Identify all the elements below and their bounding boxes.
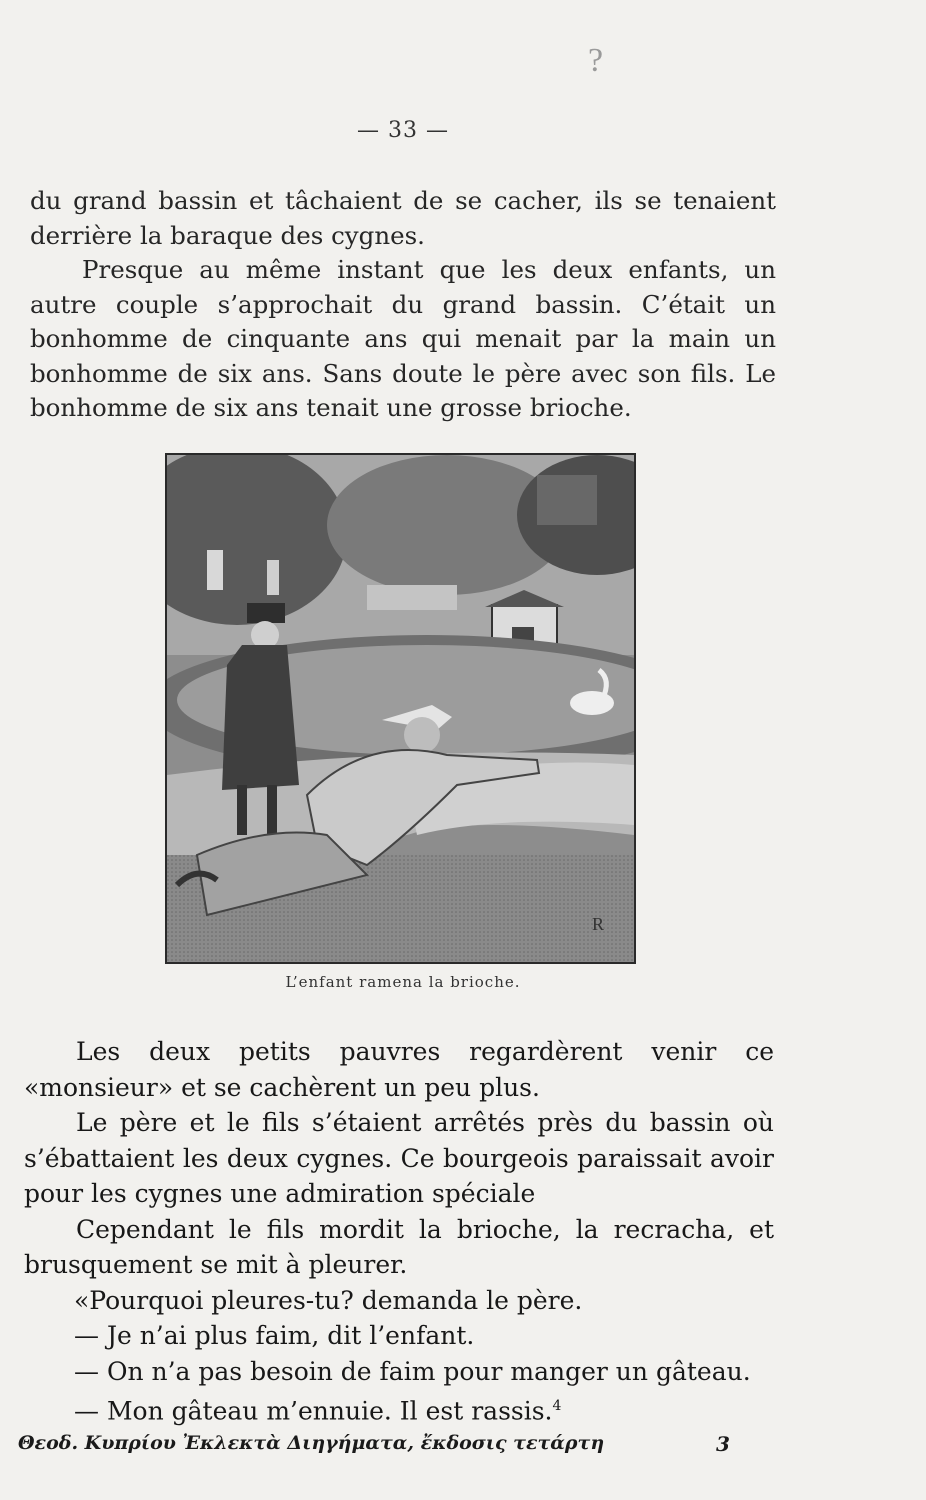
svg-text:R: R xyxy=(592,914,605,934)
paragraph: du grand bassin et tâchaient de se cacher, ils se tenaient derrière la baraque des cygnes. xyxy=(30,186,776,250)
paragraph: Les deux petits pauvres regardèrent venir ce «monsieur» et se cachèrent un peu plus. xyxy=(24,1037,774,1102)
pencil-question-mark: ? xyxy=(588,42,604,79)
page-number: — 33 — xyxy=(357,118,449,143)
dialog-line: — Je n’ai plus faim, dit l’enfant. xyxy=(74,1321,475,1350)
signature-mark: 3 xyxy=(716,1432,730,1456)
bottom-text-block xyxy=(24,1034,774,1429)
illustration-drawing xyxy=(167,455,634,962)
dialog-line: «Pourquoi pleures-tu? demanda le père. xyxy=(74,1285,583,1315)
illustration xyxy=(165,453,636,964)
dialog-line xyxy=(24,1389,774,1429)
dialog-text: — Mon gâteau m’ennuie. Il est rassis. xyxy=(74,1396,553,1426)
top-text-block xyxy=(30,184,776,426)
paragraph: Cependant le fils mordit la brioche, la recracha, et brusquement se mit à pleurer. xyxy=(24,1214,774,1279)
footnote-mark: 4 xyxy=(552,1398,562,1414)
illustration-caption: L’enfant ramena la brioche. xyxy=(285,973,521,991)
paragraph: Le père et le fils s’étaient arrêtés près du bassin où s’ébattaient les deux cygnes. Ce bourgeois paraissait avoir pour les cygnes une admiration spéciale xyxy=(24,1108,774,1208)
dialog-line: — On n’a pas besoin de faim pour manger un gâteau. xyxy=(74,1356,751,1386)
paragraph: Presque au même instant que les deux enfants, un autre couple s’approchait du grand bassin. C’était un bonhomme de cinquante ans qui menait par la main un bonhomme de six ans. Sans doute le père avec son fils. Le bonhomme de six ans tenait une grosse brioche. xyxy=(30,255,776,422)
footer-citation: Θεοδ. Κυπρίου Ἐκλεκτὰ Διηγήματα, ἔκδοσις τετάρτη xyxy=(18,1432,605,1454)
